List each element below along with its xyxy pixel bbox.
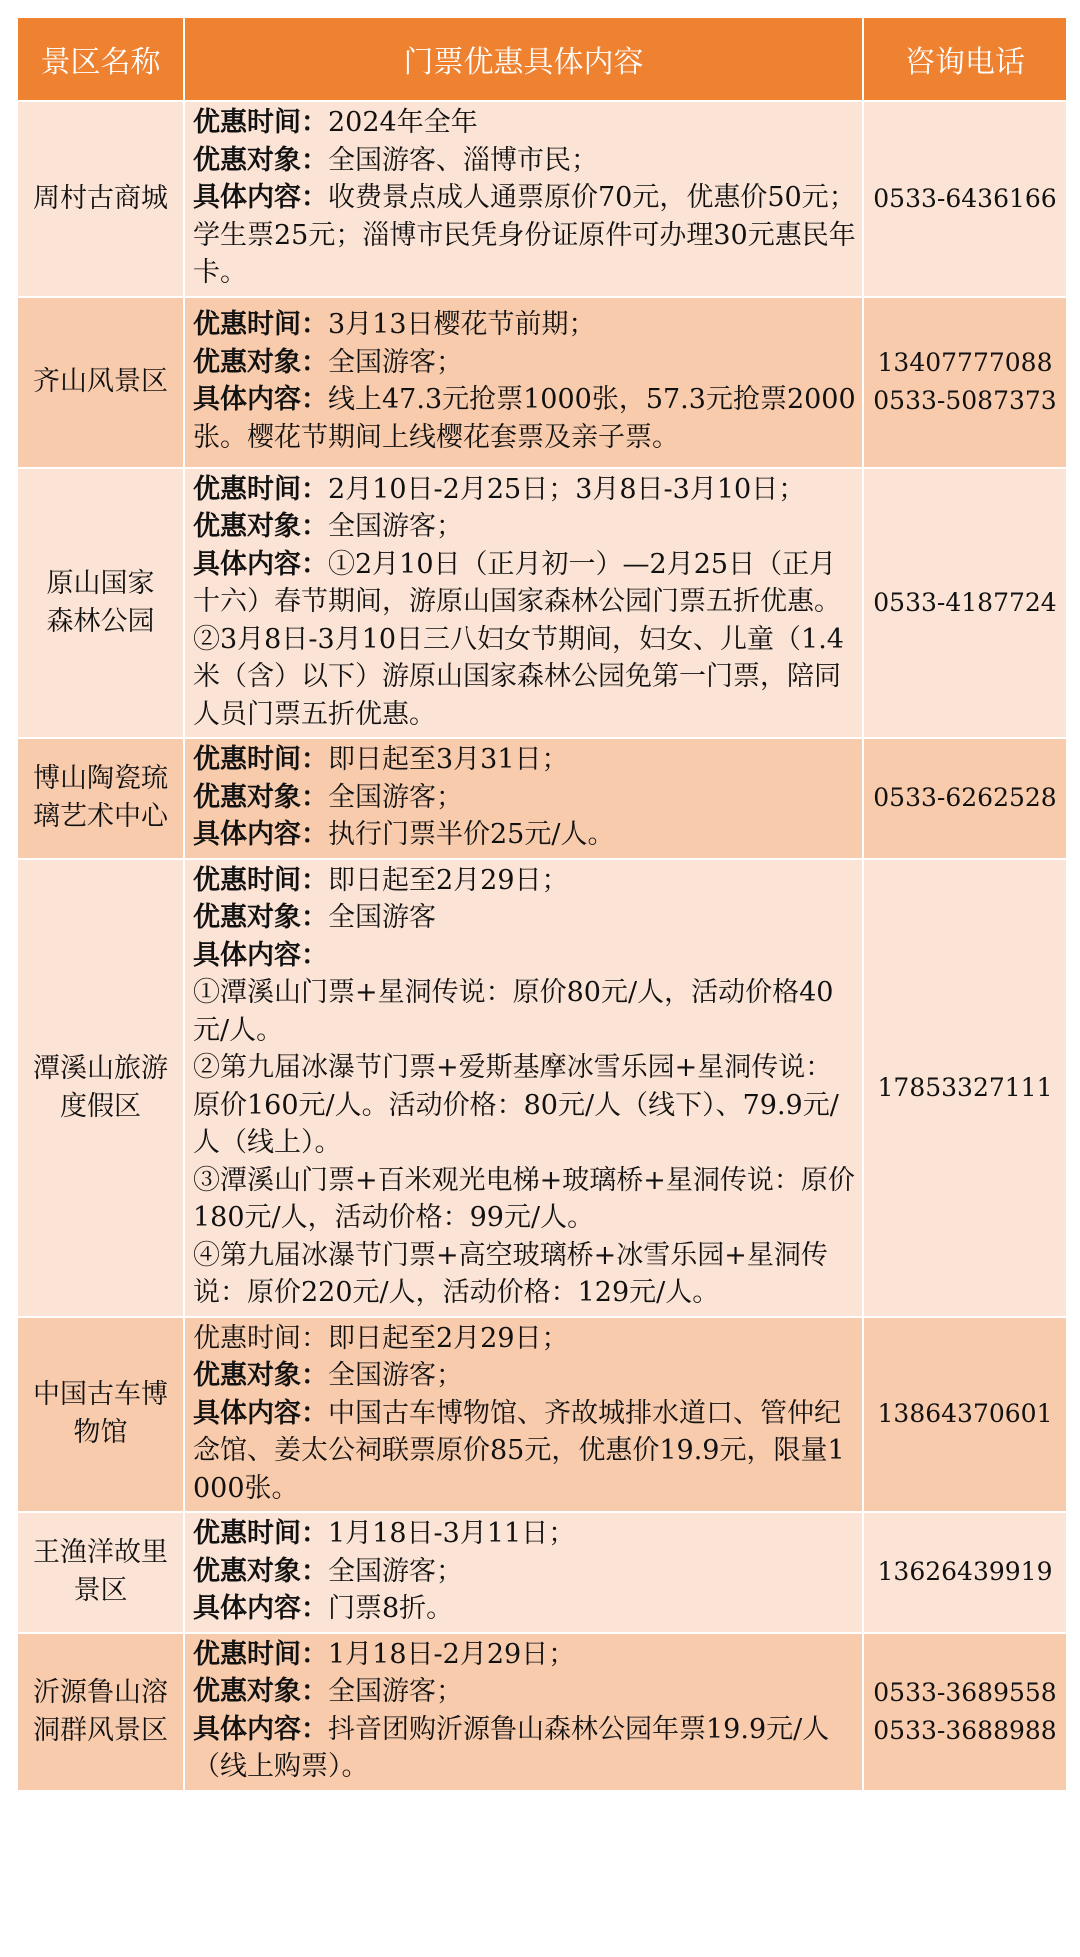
scenic-name-text: 潭溪山旅游 [33,1052,168,1084]
ticket-discount-table [16,16,1068,1792]
discount-label: 优惠对象： [193,902,328,933]
discount-line [193,179,856,292]
discount-text: ②第九届冰瀑节门票+爱斯基摩冰雪乐园+星洞传说：原价160元/人。活动价格：80元/人（线下）、79.9元/人（线上）。 [193,1052,839,1158]
phone-number: 13407777088 [877,348,1053,377]
discount-label: 具体内容： [193,384,328,415]
discount-text: 全国游客； [328,1555,463,1587]
discount-label: 优惠对象： [193,1676,328,1707]
table-row [17,101,1067,297]
phone-cell [863,1317,1067,1513]
discount-line [193,1320,856,1358]
discount-label: 优惠对象： [193,511,328,542]
discount-text: 收费景点成人通票原价70元，优惠价50元；学生票25元；淄博市民凭身份证原件可办理30元惠民年卡。 [193,182,856,288]
discount-line [193,1711,856,1786]
table-row [17,1317,1067,1513]
scenic-name-text: 博山陶瓷琉 [33,763,168,795]
phone-number: 0533-3688988 [873,1715,1057,1745]
table-row [17,859,1067,1317]
discount-text: 1月18日-3月11日； [328,1518,576,1549]
table-row [17,1512,1067,1633]
discount-text: 2月10日-2月25日；3月8日-3月10日； [328,473,806,505]
scenic-name-text: 森林公园 [46,605,155,637]
discount-line [193,816,856,854]
discount-label: 优惠对象： [193,781,328,813]
discount-content-cell [184,1317,863,1513]
scenic-name-cell [17,297,184,468]
phone-cell [863,1633,1067,1791]
phone-cell [863,738,1067,859]
discount-label: 具体内容： [193,1593,328,1624]
discount-label: 优惠时间： [193,473,328,505]
discount-line [193,862,856,900]
discount-table-container [16,16,1066,1792]
discount-text: 即日起至2月29日； [328,1322,569,1354]
discount-text: 执行门票半价25元/人。 [328,819,615,850]
scenic-name-text: 璃艺术中心 [33,801,168,833]
discount-line [193,937,856,975]
discount-line [193,1357,856,1395]
phone-number: 13626439919 [877,1557,1053,1587]
header-phone: 咨询电话 [863,17,1067,101]
discount-text: ③潭溪山门票+百米观光电梯+玻璃桥+星洞传说：原价180元/人，活动价格：99元/人。 [193,1164,855,1233]
discount-line [193,779,856,817]
header-scenic-name: 景区名称 [17,17,184,101]
phone-cell [863,297,1067,468]
discount-label: 优惠时间： [193,1638,328,1670]
discount-line [193,1162,856,1237]
discount-text: 全国游客 [328,902,436,933]
phone-number: 0533-6262528 [873,783,1057,813]
header-discount-content: 门票优惠具体内容 [184,17,863,101]
discount-label: 具体内容： [193,182,328,213]
discount-label: 具体内容： [193,819,328,850]
scenic-name-text: 沂源鲁山溶 [33,1676,168,1708]
scenic-name-text: 洞群风景区 [33,1714,168,1746]
discount-line [193,1673,856,1711]
discount-label: 优惠对象： [193,1360,328,1391]
discount-label: 优惠时间： [193,1322,328,1354]
scenic-name-cell [17,859,184,1317]
discount-line [193,1590,856,1628]
scenic-name-cell [17,468,184,739]
phone-number: 17853327111 [877,1072,1053,1102]
discount-text: 3月13日樱花节前期； [328,309,596,340]
discount-label: 具体内容： [193,939,328,971]
scenic-name-cell [17,1317,184,1513]
scenic-name-text: 度假区 [60,1090,141,1122]
discount-line [193,1395,856,1508]
discount-line [193,1237,856,1312]
discount-text: ①2月10日（正月初一）—2月25日（正月十六）春节期间，游原山国家森林公园门票五折优惠。②3月8日-3月10日三八妇女节期间，妇女、儿童（1.4米（含）以下）游原山国家森林公园免第一门票，陪同人员门票五折优惠。 [193,548,844,730]
scenic-name-text: 物馆 [73,1417,128,1449]
discount-label: 具体内容： [193,1713,328,1745]
discount-content-cell [184,1633,863,1791]
table-row [17,297,1067,468]
table-row [17,738,1067,859]
discount-label: 优惠时间： [193,309,328,340]
scenic-name-text: 周村古商城 [33,182,168,214]
table-body [17,101,1067,1791]
phone-cell [863,859,1067,1317]
discount-label: 优惠时间： [193,1518,328,1549]
discount-content-cell [184,1512,863,1633]
scenic-name-cell [17,1512,184,1633]
scenic-name-text: 中国古车博 [33,1379,168,1411]
phone-number: 0533-5087373 [873,386,1057,415]
discount-text: 线上47.3元抢票1000张，57.3元抢票2000张。樱花节期间上线樱花套票及亲子票。 [193,384,856,453]
discount-content-cell [184,297,863,468]
scenic-name-cell [17,738,184,859]
table-row [17,468,1067,739]
scenic-name-text: 原山国家 [46,567,155,599]
phone-cell [863,1512,1067,1633]
discount-content-cell [184,101,863,297]
discount-label: 优惠时间： [193,864,328,896]
scenic-name-cell [17,101,184,297]
discount-line [193,1636,856,1674]
discount-content-cell [184,468,863,739]
discount-content-cell [184,859,863,1317]
table-row [17,1633,1067,1791]
discount-label: 优惠对象： [193,346,328,378]
discount-line [193,381,856,456]
discount-line [193,1553,856,1591]
discount-text: 中国古车博物馆、齐故城排水道口、管仲纪念馆、姜太公祠联票原价85元，优惠价19.9元，限量1000张。 [193,1397,845,1504]
discount-label: 具体内容： [193,1397,328,1429]
discount-text: 门票8折。 [328,1593,454,1624]
discount-line [193,344,856,382]
scenic-name-cell [17,1633,184,1791]
discount-text: 全国游客； [328,346,463,378]
discount-text: 抖音团购沂源鲁山森林公园年票19.9元/人（线上购票）。 [193,1713,830,1782]
phone-cell [863,468,1067,739]
phone-number: 0533-3689558 [873,1677,1057,1707]
discount-line [193,508,856,546]
discount-content-cell [184,738,863,859]
discount-text: 全国游客、淄博市民； [328,144,598,176]
discount-label: 优惠时间： [193,107,328,138]
discount-line [193,899,856,937]
discount-line [193,306,856,344]
discount-line [193,974,856,1049]
discount-label: 优惠对象： [193,1555,328,1587]
discount-line [193,142,856,180]
discount-label: 优惠时间： [193,744,328,775]
discount-line [193,546,856,734]
discount-line [193,471,856,509]
phone-number: 13864370601 [877,1399,1053,1429]
scenic-name-text: 景区 [73,1575,128,1607]
discount-text: 1月18日-2月29日； [328,1638,576,1670]
discount-label: 优惠对象： [193,144,328,176]
discount-text: 2024年全年 [328,107,478,138]
scenic-name-text: 齐山风景区 [33,366,168,397]
discount-line [193,1515,856,1553]
phone-cell [863,101,1067,297]
phone-number: 0533-6436166 [873,183,1057,213]
scenic-name-text: 王渔洋故里 [33,1537,168,1569]
discount-text: 即日起至3月31日； [328,744,569,775]
discount-text: 即日起至2月29日； [328,864,569,896]
discount-line [193,104,856,142]
discount-line [193,1049,856,1162]
discount-label: 具体内容： [193,548,328,580]
discount-text: 全国游客； [328,781,463,813]
phone-number: 0533-4187724 [873,587,1057,617]
table-header-row [17,17,1067,101]
discount-text: 全国游客； [328,511,463,542]
discount-text: ④第九届冰瀑节门票+高空玻璃桥+冰雪乐园+星洞传说：原价220元/人，活动价格：129元/人。 [193,1239,828,1308]
discount-text: ①潭溪山门票+星洞传说：原价80元/人，活动价格40元/人。 [193,977,834,1046]
discount-text: 全国游客； [328,1676,463,1707]
discount-line [193,741,856,779]
discount-text: 全国游客； [328,1360,463,1391]
